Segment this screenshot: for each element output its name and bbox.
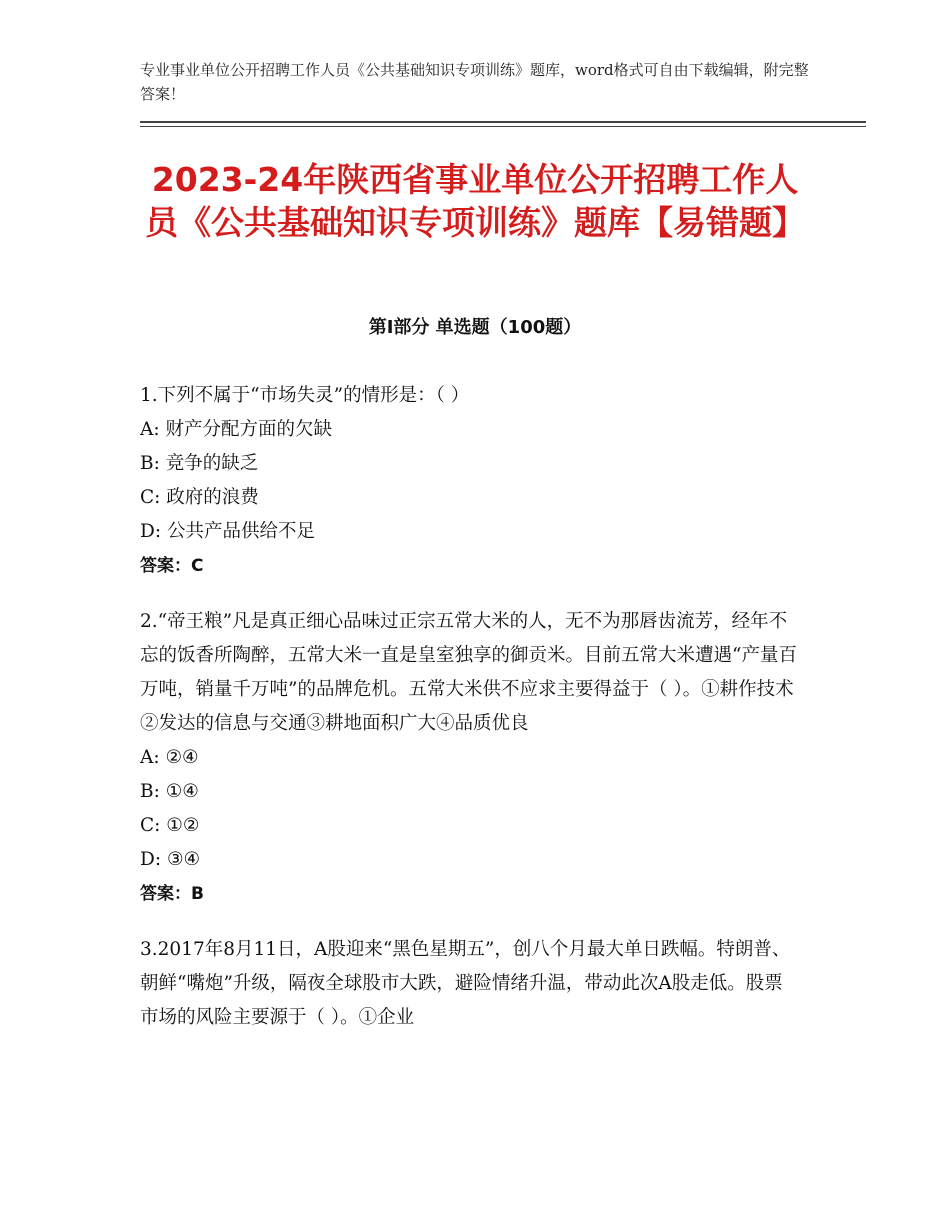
question-stem: 1.下列不属于“市场失灵”的情形是：（ ） (140, 385, 470, 406)
answer-value: C (191, 556, 204, 576)
option-b: B: 竞争的缺乏 (140, 453, 259, 474)
answer-line (140, 549, 800, 583)
option-a: A: ②④ (140, 747, 199, 768)
answer-line (140, 877, 800, 911)
option-b: B: ①④ (140, 781, 199, 802)
option-c: C: ①② (140, 815, 200, 836)
section-title: 第Ⅰ部分 单选题（100题） (368, 317, 582, 338)
answer-value: B (191, 884, 204, 904)
answer-label: 答案： (140, 884, 191, 904)
option-a: A: 财产分配方面的欠缺 (140, 419, 332, 440)
question-stem: 2.“帝王粮”凡是真正细心品味过正宗五常大米的人，无不为那唇齿流芳，经年不忘的饭香所陶醉，五常大米一直是皇室独享的御贡米。目前五常大米遭遇“产量百万吨，销量千万吨”的品牌危机。五常大米供不应求主要得益于（ ）。①耕作技术②发达的信息与交通③耕地面积广大④品质优良 (140, 611, 797, 734)
header-divider-thick (140, 121, 866, 123)
answer-label: 答案： (140, 556, 191, 576)
question-item (140, 379, 800, 583)
document-title: 2023-24年陕西省事业单位公开招聘工作人员《公共基础知识专项训练》题库【易错题】 (145, 160, 805, 242)
option-c: C: 政府的浪费 (140, 487, 259, 508)
option-d: D: 公共产品供给不足 (140, 521, 315, 542)
page-header-text: 专业事业单位公开招聘工作人员《公共基础知识专项训练》题库，word格式可自由下载编辑，附完整答案！ (140, 61, 809, 103)
question-list (140, 379, 800, 1057)
option-d: D: ③④ (140, 849, 201, 870)
question-item (140, 933, 800, 1035)
question-item (140, 605, 800, 911)
question-stem: 3.2017年8月11日，A股迎来“黑色星期五”，创八个月最大单日跌幅。特朗普、朝鲜“嘴炮”升级，隔夜全球股市大跌，避险情绪升温，带动此次A股走低。股票市场的风险主要源于（ ）。①企业 (140, 939, 791, 1028)
header-divider-thin (140, 126, 866, 127)
